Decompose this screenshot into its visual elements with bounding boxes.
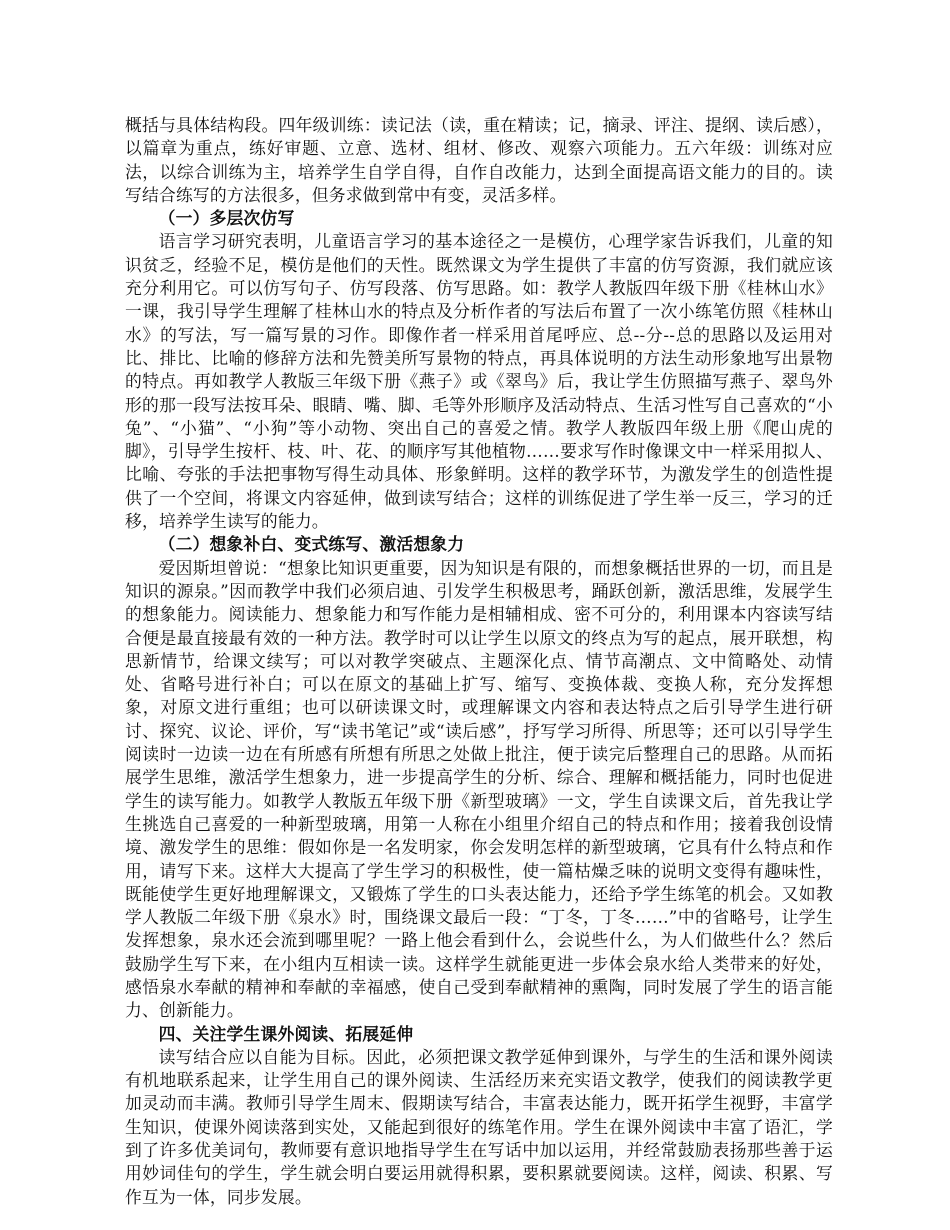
paragraph-intro-continuation: 概括与具体结构段。四年级训练：读记法（读，重在精读；记，摘录、评注、提纲、读后感），以篇章为重点，练好审题、立意、选材、组材、修改、观察六项能力。五六年级：训练对应法，以综合训练为主，培养学生自学自得，自作自改能力，达到全面提高语文能力的目的。读写结合练写的方法很多，但务求做到常中有变，灵活多样。 bbox=[125, 115, 833, 205]
section-heading-extracurricular-reading: 四、关注学生课外阅读、拓展延伸 bbox=[158, 1023, 414, 1044]
document-page bbox=[125, 114, 833, 1209]
section-heading-imagination: （二）想象补白、变式练写、激活想象力 bbox=[158, 534, 465, 555]
paragraph-extracurricular-reading: 读写结合应以自能为目标。因此，必须把课文教学延伸到课外，与学生的生活和课外阅读有机地联系起来，让学生用自己的课外阅读、生活经历来充实语文教学，使我们的阅读教学更加灵动而丰满。教师引导学生周末、假期读写结合，丰富表达能力，既开拓学生视野，丰富学生知识，使课外阅读落到实处，又能起到很好的练笔作用。学生在课外阅读中丰富了语汇，学到了许多优美词句，教师要有意识地指导学生在写话中加以运用，并经常鼓励表扬那些善于运用妙词佳句的学生，学生就会明白要运用就得积累，要积累就要阅读。这样，阅读、积累、写作互为一体，同步发展。 bbox=[125, 1046, 833, 1207]
section-heading-multilevel-imitation: （一）多层次仿写 bbox=[158, 208, 295, 229]
paragraph-imagination-writing: 爱因斯坦曾说：“想象比知识更重要，因为知识是有限的，而想象概括世界的一切，而且是知识的源泉。”因而教学中我们必须启迪、引发学生积极思考，踊跃创新，激活思维，发展学生的想象能力。阅读能力、想象能力和写作能力是相辅相成、密不可分的，利用课本内容读写结合便是最直接最有效的一种方法。教学时可以让学生以原文的终点为写的起点，展开联想，构思新情节，给课文续写；可以对教学突破点、主题深化点、情节高潮点、文中简略处、动情处、省略号进行补白；可以在原文的基础上扩写、缩写、变换体裁、变换人称，充分发挥想象，对原文进行重组；也可以研读课文时，或理解课文内容和表达特点之后引导学生进行研讨、探究、议论、评价，写“读书笔记”或“读后感”，抒写学习所得、所思等；还可以引导学生阅读时一边读一边在有所感有所想有所思之处做上批注，便于读完后整理自己的思路。从而拓展学生思维，激活学生想象力，进一步提高学生的分析、综合、理解和概括能力，同时也促进学生的读写能力。如教学人教版五年级下册《新型玻璃》一文，学生自读课文后，首先我让学生挑选自己喜爱的一种新型玻璃，用第一人称在小组里介绍自己的特点和作用；接着我创设情境、激发学生的思维：假如你是一名发明家，你会发明怎样的新型玻璃，它具有什么特点和作用，请写下来。这样大大提高了学生学习的积极性，使一篇枯燥乏味的说明文变得有趣味性，既能使学生更好地理解课文，又锻炼了学生的口头表达能力，还给予学生练笔的机会。又如教学人教版二年级下册《泉水》时，围绕课文最后一段：“丁冬，丁冬……”中的省略号，让学生发挥想象，泉水还会流到哪里呢？一路上他会看到什么，会说些什么，为人们做些什么？然后鼓励学生写下来，在小组内互相读一读。这样学生就能更进一步体会泉水给人类带来的好处，感悟泉水奉献的精神和奉献的幸福感，使自己受到奉献精神的熏陶，同时发展了学生的语言能力、创新能力。 bbox=[125, 557, 833, 1021]
paragraph-imitation-writing: 语言学习研究表明，儿童语言学习的基本途径之一是模仿，心理学家告诉我们，儿童的知识贫乏，经验不足，模仿是他们的天性。既然课文为学生提供了丰富的仿写资源，我们就应该充分利用它。可以仿写句子、仿写段落、仿写思路。如：教学人教版四年级下册《桂林山水》一课，我引导学生理解了桂林山水的特点及分析作者的写法后布置了一次小练笔仿照《桂林山水》的写法，写一篇写景的习作。即像作者一样采用首尾呼应、总--分--总的思路以及运用对比、排比、比喻的修辞方法和先赞美所写景物的特点，再具体说明的方法生动形象地写出景物的特点。再如教学人教版三年级下册《燕子》或《翠鸟》后，我让学生仿照描写燕子、翠鸟外形的那一段写法按耳朵、眼睛、嘴、脚、毛等外形顺序及活动特点、生活习性写自己喜欢的“小兔”、“小猫”、“小狗”等小动物、突出自己的喜爱之情。教学人教版四年级上册《爬山虎的脚》，引导学生按杆、枝、叶、花、的顺序写其他植物……要求写作时像课文中一样采用拟人、比喻、夸张的手法把事物写得生动具体、形象鲜明。这样的教学环节，为激发学生的创造性提供了一个空间，将课文内容延伸，做到读写结合；这样的训练促进了学生举一反三，学习的迁移，培养学生读写的能力。 bbox=[125, 231, 833, 532]
